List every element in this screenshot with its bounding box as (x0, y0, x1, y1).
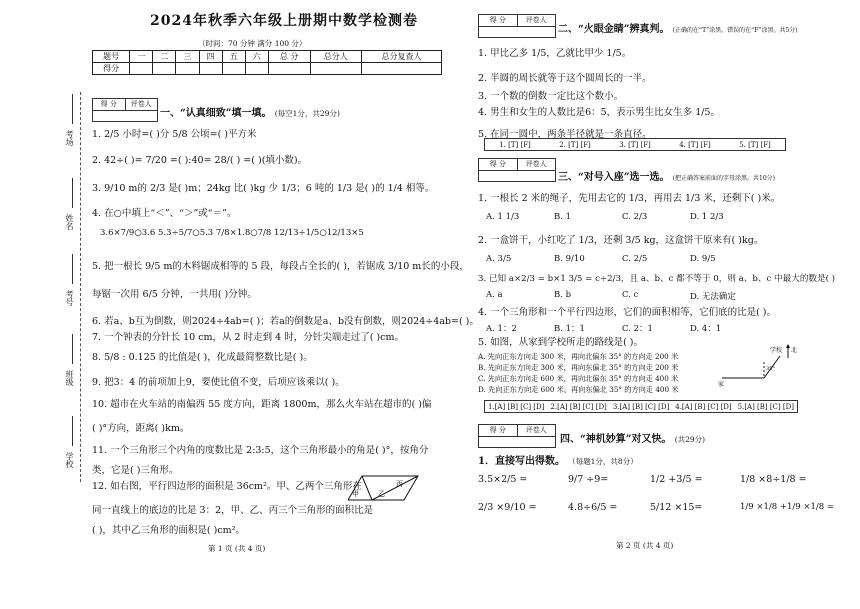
section2-score-box (478, 14, 556, 38)
tf-question-2: 3. 一个数的倒数一定比这个数小。 (478, 91, 624, 102)
fill-question-8: 7. 一个钟表的分针长 10 cm，从 2 时走到 4 时，分针尖端走过了( )cm。 (92, 332, 404, 343)
map-label-school: 学校 (770, 347, 783, 354)
section3-score-box (478, 158, 556, 182)
score-table-header-cell: 四 (199, 51, 222, 63)
tf-question-3: 4. 男生和女生的人数比是6：5，表示男生比女生多 1/5。 (478, 107, 720, 118)
mc-question-3: 4. 一个三角形和一个平行四边形，它们的面积相等，它们底的比是( )。 (478, 307, 777, 318)
grader-label: 评卷人 (130, 100, 152, 108)
fill-question-15: 12. 如右图，平行四边形的面积是 36cm²。甲、乙两个三角形在 (92, 481, 362, 492)
mc-question-0: 1. 一根长 2 米的绳子，先用去它的 1/3，再用去 1/3 米，还剩下( )米。 (478, 193, 781, 204)
grader-label: 评卷人 (525, 426, 547, 434)
score-label: 得 分 (479, 159, 518, 170)
calc-item-1[interactable]: 9/7 ÷9= (568, 474, 609, 485)
map-label-home: 家 (718, 381, 725, 388)
side-fill-line[interactable] (72, 416, 73, 446)
score-table-header-cell: 题号 (93, 51, 130, 63)
route-option-3: D. 先向正东方向走 600 米，再向东偏北 35° 的方向走 400 米 (478, 385, 679, 394)
mc-option[interactable]: A. 1 1/3 (486, 212, 520, 222)
side-label-3: 班级 (65, 370, 74, 386)
page1-footer: 第 1 页 (共 4 页) (208, 544, 266, 553)
tf-answer-bubble-1[interactable]: 2. [T] [F] (559, 140, 591, 149)
section4-score-box (478, 424, 556, 448)
mc-option[interactable]: A. a (486, 290, 503, 300)
side-label-1: 姓名 (65, 214, 74, 230)
section1-heading (160, 104, 340, 119)
calc-item-2[interactable]: 1/2 +3/5 = (650, 474, 703, 485)
mc-answer-strip (484, 400, 798, 413)
side-fill-line[interactable] (72, 178, 73, 208)
section2-note: (正确的在“T”涂黑，错误的在“F”涂黑。共5分) (672, 27, 798, 34)
mc-question-4: 5. 如图，从家到学校所走的路线是( )。 (478, 337, 644, 348)
score-label: 得 分 (93, 99, 126, 110)
score-cell[interactable] (310, 63, 361, 75)
side-fill-line[interactable] (72, 254, 73, 284)
score-table-header-cell: 总分复查人 (362, 51, 442, 63)
mc-answer-bubble-4[interactable]: 5.[A] [B] [C] [D] (737, 402, 795, 411)
score-table-header-cell: 五 (222, 51, 245, 63)
section3-title: 三、“对号入座”选一选。 (558, 172, 670, 183)
mc-option[interactable]: D. 无法确定 (690, 292, 736, 302)
mc-option[interactable]: A. 1：2 (486, 324, 517, 334)
score-cell[interactable] (222, 63, 245, 75)
calc-note: （每题1分，共8分） (568, 457, 638, 466)
section4-note: (共29分) (674, 435, 706, 444)
calc-item-5[interactable]: 4.8÷6/5 = (568, 502, 618, 513)
grader-label: 评卷人 (525, 160, 547, 168)
side-label-4: 学校 (65, 452, 74, 468)
score-table-header-cell: 总分人 (310, 51, 361, 63)
fill-question-13: 11. 一个三角形三个内角的度数比是 2:3:5，这个三角形最小的角是( )°，按角分 (92, 445, 429, 456)
score-table-header-cell: 二 (153, 51, 176, 63)
fill-question-12: ( )°方向，距离( )km。 (92, 423, 190, 434)
calc-title: 1．直接写出得数。 (478, 456, 565, 467)
side-fill-line[interactable] (72, 334, 73, 364)
fill-question-16: 同一直线上的底边的比是 3：2，甲、乙、丙三个三角形的面积比是 (92, 505, 374, 516)
fill-question-0: 1. 2/5 小时=( )分 5/8 公顷=( )平方米 (92, 129, 257, 140)
fill-question-7: 6. 若a、b互为倒数，则2024÷4ab=( )；若a的倒数是a、b没有倒数，则2024÷4ab=( )。 (92, 316, 479, 327)
score-label: 得 分 (479, 425, 518, 436)
mc-option[interactable]: B. 1：1 (554, 324, 585, 334)
mc-answer-bubble-1[interactable]: 2.[A] [B] [C] [D] (550, 402, 607, 411)
score-table (92, 50, 442, 75)
fill-question-17: ( )，其中乙三角形的面积是( )cm²。 (92, 525, 246, 536)
section1-title: 一、“认真细致”填一填。 (160, 108, 272, 119)
route-option-1: B. 先向正东方向走 300 米，再向东偏北 35° 的方向走 200 米 (478, 363, 679, 372)
fill-question-6: 每锯一次用 6/5 分钟，一共用( )分钟。 (92, 289, 257, 300)
figure-label-bing: 丙 (396, 480, 403, 488)
mc-option[interactable]: C. c (622, 290, 639, 300)
score-cell[interactable] (362, 63, 442, 75)
section2-heading (558, 20, 798, 35)
figure-label-yi: 乙 (378, 490, 385, 498)
mc-option[interactable]: C. 2：1 (622, 324, 653, 334)
map-label-north: 北 (791, 347, 798, 354)
mc-option[interactable]: D. 1 2/3 (690, 212, 724, 222)
calc-item-0[interactable]: 3.5×2/5 = (478, 474, 528, 485)
score-cell[interactable] (130, 63, 153, 75)
section3-note: (把正确答案前面的字母涂黑。共10分) (672, 175, 776, 182)
calc-item-3[interactable]: 1/8 ×8÷1/8 = (740, 474, 807, 485)
section2-title: 二、“火眼金睛”辨真判。 (558, 24, 670, 35)
fill-question-9: 8. 5/8 : 0.125 的比值是( )，化成最简整数比是( )。 (92, 352, 313, 363)
grader-label: 评卷人 (525, 16, 547, 24)
calc-item-4[interactable]: 2/3 ×9/10 = (478, 502, 537, 513)
score-table-header-cell: 六 (245, 51, 268, 63)
route-option-0: A. 先向正东方向走 300 米，再向北偏东 35° 的方向走 200 米 (478, 352, 679, 361)
score-cell[interactable] (176, 63, 199, 75)
parallelogram-figure (348, 474, 420, 504)
tf-answer-bubble-0[interactable]: 1. [T] [F] (499, 140, 531, 149)
side-fill-line[interactable] (72, 94, 73, 124)
side-label-0: 考场 (65, 130, 74, 146)
tf-answer-bubble-3[interactable]: 4. [T] [F] (679, 140, 711, 149)
page-title: 2024年秋季六年级上册期中数学检测卷 (150, 13, 418, 29)
mc-option[interactable]: C. 2/5 (622, 254, 648, 264)
mc-option[interactable]: B. 9/10 (554, 254, 585, 264)
section1-score-box (92, 98, 158, 122)
score-label: 得 分 (479, 15, 518, 26)
score-table-header-cell: 总 分 (268, 51, 310, 63)
score-cell[interactable] (153, 63, 176, 75)
tf-answer-bubble-4[interactable]: 5. [T] [F] (739, 140, 771, 149)
fill-question-4: 3.6×7/9○3.6 5.3÷5/7○5.3 7/8×1.8○7/8 12/13÷1/5○12/13×5 (100, 228, 364, 238)
page2-footer: 第 2 页 (共 4 页) (616, 541, 674, 550)
fill-question-5: 5. 把一根长 9/5 m的木料锯成相等的 5 段，每段占全长的( )，若锯成 3/10 m长的小段， (92, 261, 469, 272)
score-cell[interactable] (199, 63, 222, 75)
calc-heading (478, 452, 638, 467)
mc-answer-bubble-0[interactable]: 1.[A] [B] [C] [D] (488, 402, 545, 411)
mc-answer-bubble-3[interactable]: 4.[A] [B] [C] [D] (675, 402, 732, 411)
mc-option[interactable]: B. b (554, 290, 572, 300)
figure-label-jia: 甲 (352, 490, 359, 498)
map-label-angle: 35° (766, 366, 775, 372)
fill-question-11: 10. 超市在火车站的南偏西 55 度方向，距离 1800m，那么火车站在超市的( )偏 (92, 399, 432, 410)
score-table-header-cell: 三 (176, 51, 199, 63)
mc-option[interactable]: D. 9/5 (690, 254, 716, 264)
route-map (716, 342, 800, 388)
mc-question-2: 3. 已知 a×2/3 = b×1 3/5 = c÷2/3，且 a、b、c 都不等于 0，则 a、b、c 中最大的数是( ) (478, 274, 836, 284)
route-option-2: C. 先向正东方向走 600 米，再向北偏东 35° 的方向走 400 米 (478, 374, 679, 383)
mc-option[interactable]: D. 4：1 (690, 324, 722, 334)
mc-answer-bubble-2[interactable]: 3.[A] [B] [C] [D] (612, 402, 670, 411)
mc-question-1: 2. 一盒饼干，小红吃了 1/3，还剩 3/5 kg，这盒饼干原来有( )kg。 (478, 235, 764, 246)
exam-time-info: （时间：70 分钟 满分 100 分） (198, 39, 307, 48)
calc-item-6[interactable]: 5/12 ×15= (650, 502, 703, 513)
binding-line (80, 92, 81, 482)
mc-option[interactable]: B. 1 (554, 212, 572, 222)
side-label-2: 考号 (65, 290, 74, 306)
tf-question-4: 5. 在同一圆中，两条半径就是一条直径。 (478, 129, 652, 140)
section4-title: 四、“神机妙算”对又快。 (560, 434, 672, 445)
mc-option[interactable]: A. 3/5 (486, 254, 512, 264)
mc-option[interactable]: C. 2/3 (622, 212, 648, 222)
fill-question-3: 4. 在○中填上“＜”、“＞”或“＝”。 (92, 208, 237, 219)
calc-item-7[interactable]: 1/9 ×1/8 +1/9 ×1/8 = (740, 502, 835, 512)
section3-heading (558, 168, 775, 183)
tf-answer-bubble-2[interactable]: 3. [T] [F] (619, 140, 651, 149)
section1-note: (每空1分，共29分) (274, 109, 340, 118)
fill-question-14: 类，它是( )三角形。 (92, 465, 179, 476)
fill-question-2: 3. 9/10 m的 2/3 是( )m；24kg 比( )kg 少 1/3；6 吨的 1/3 是( )的 1/4 相等。 (92, 183, 435, 194)
tf-answer-strip (484, 138, 786, 151)
fill-question-1: 2. 42÷( )= 7/20 =( ):40= 28/( ) =( )(填小数)。 (92, 155, 308, 166)
fill-question-10: 9. 把3：4 的前项加上9，要使比值不变，后项应该乘以( )。 (92, 377, 345, 388)
score-cell[interactable] (268, 63, 310, 75)
tf-question-0: 1. 甲比乙多 1/5，乙就比甲少 1/5。 (478, 48, 632, 59)
score-table-header-cell: 一 (130, 51, 153, 63)
section4-heading (560, 430, 705, 445)
tf-question-1: 2. 半圆的周长就等于这个圆周长的一半。 (478, 73, 652, 84)
score-row-label: 得分 (93, 63, 130, 75)
score-cell[interactable] (245, 63, 268, 75)
